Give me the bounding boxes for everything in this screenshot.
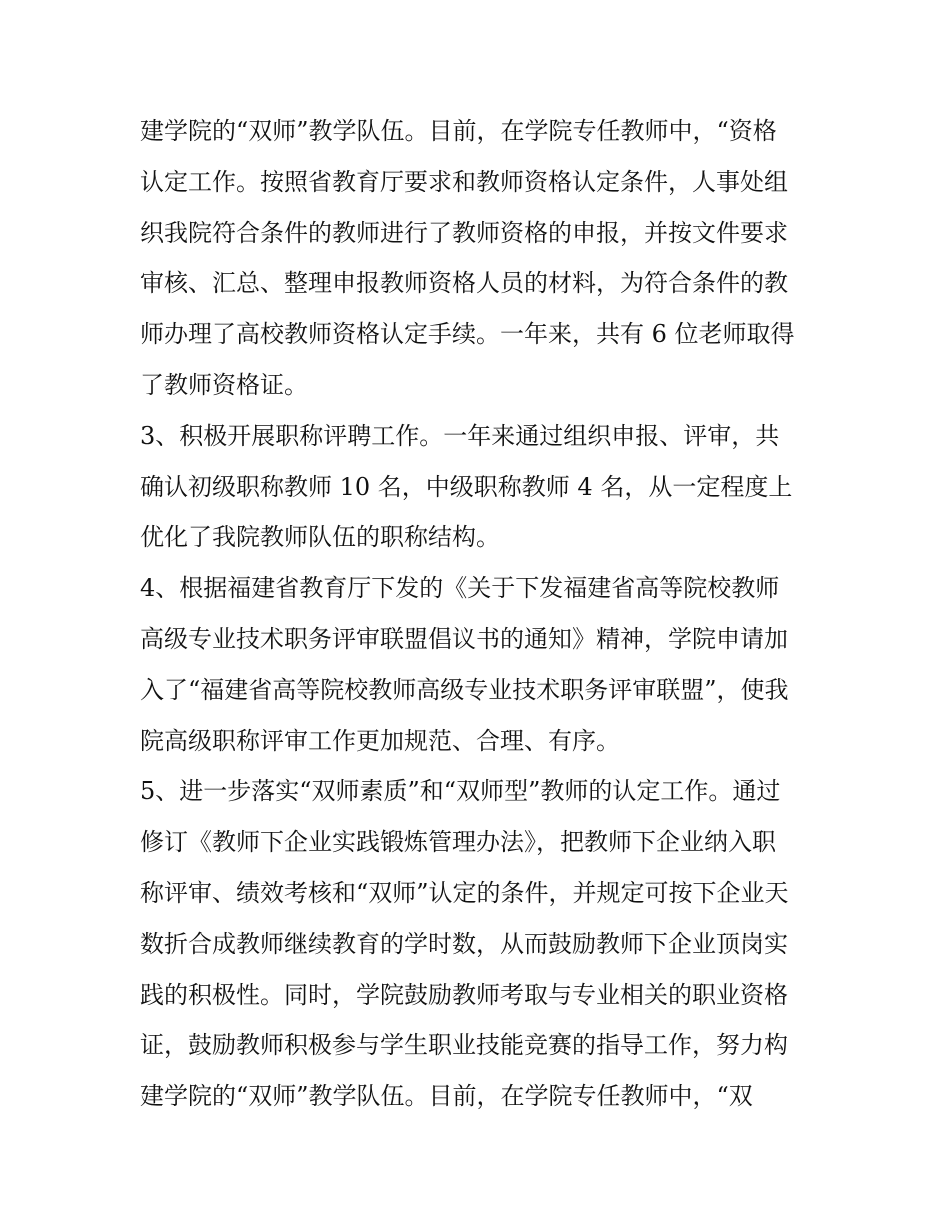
text-line: 4、根据福建省教育厅下发的《关于下发福建省高等院校教师 [140, 574, 780, 603]
text-line: 院高级职称评审工作更加规范、合理、有序。 [140, 726, 620, 755]
text-line: 高级专业技术职务评审联盟倡议书的通知》精神，学院申请加 [140, 624, 788, 653]
text-line: 建学院的“双师”教学队伍。目前，在学院专任教师中，“资格 [140, 117, 777, 145]
text-line: 3、积极开展职称评聘工作。一年来通过组织申报、评审，共 [140, 421, 780, 450]
text-line: 践的积极性。同时，学院鼓励教师考取与专业相关的职业资格 [140, 980, 788, 1009]
text-line: 称评审、绩效考核和“双师”认定的条件，并规定可按下企业天 [140, 878, 789, 907]
text-line: 5、进一步落实“双师素质”和“双师型”教师的认定工作。通过 [140, 777, 781, 806]
text-line: 证，鼓励教师积极参与学生职业技能竞赛的指导工作，努力构 [140, 1031, 788, 1060]
text-line: 建学院的“双师”教学队伍。目前，在学院专任教师中，“双 [140, 1082, 753, 1111]
text-line: 优化了我院教师队伍的职称结构。 [140, 523, 500, 552]
text-line: 入了“福建省高等院校教师高级专业技术职务评审联盟”，使我 [140, 675, 789, 704]
text-line: 数折合成教师继续教育的学时数，从而鼓励教师下企业顶岗实 [140, 929, 788, 958]
document-body [140, 106, 820, 1122]
text-line: 修订《教师下企业实践锻炼管理办法》，把教师下企业纳入职 [140, 828, 776, 857]
text-line: 师办理了高校教师资格认定手续。一年来，共有 6 位老师取得 [140, 320, 795, 349]
text-line: 审核、汇总、整理申报教师资格人员的材料，为符合条件的教 [140, 269, 788, 298]
text-line: 了教师资格证。 [140, 370, 308, 399]
text-line: 确认初级职称教师 10 名，中级职称教师 4 名，从一定程度上 [140, 472, 793, 501]
text-line: 认定工作。按照省教育厅要求和教师资格认定条件，人事处组 [140, 167, 788, 196]
text-line: 织我院符合条件的教师进行了教师资格的申报，并按文件要求 [140, 218, 788, 247]
